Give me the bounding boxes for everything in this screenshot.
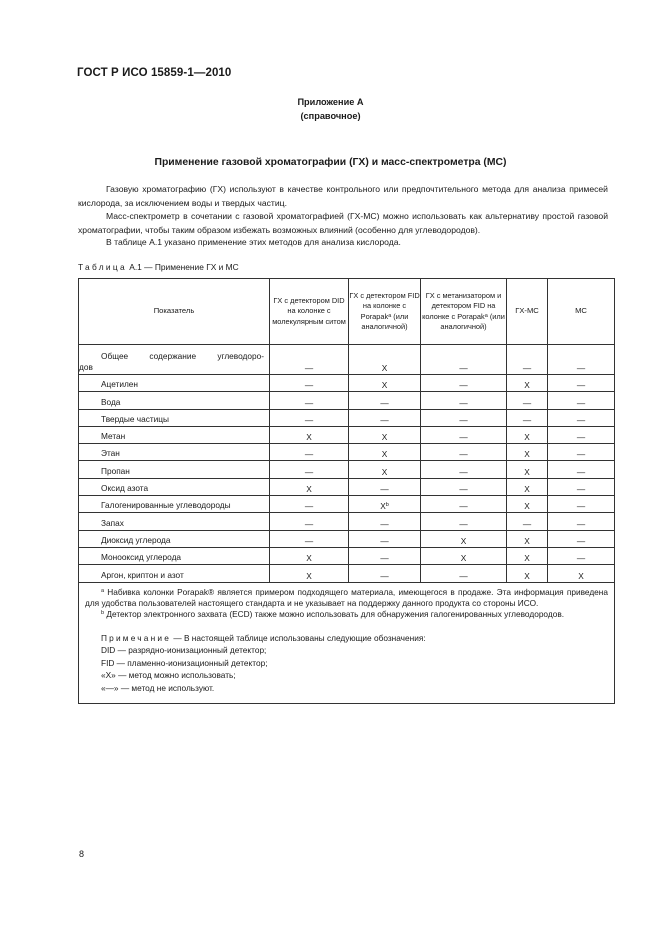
document-header: ГОСТ Р ИСО 15859-1—2010 [77, 67, 232, 79]
cell-gcms: X [507, 461, 548, 478]
header-gcms: ГХ-МС [507, 279, 548, 345]
cell-did: X [270, 547, 349, 564]
cell-meth: — [421, 496, 507, 513]
cell-gcms: X [507, 375, 548, 392]
paragraph-3: В таблице А.1 указано применение этих методов для анализа кислорода. [106, 237, 401, 247]
cell-meth: — [421, 444, 507, 461]
row-name: Аргон, криптон и азот [79, 565, 270, 582]
cell-meth: — [421, 392, 507, 409]
cell-fid: — [349, 478, 421, 495]
header-param: Показатель [79, 279, 270, 345]
row-name: Общее содержание углеводоро- дов [79, 345, 270, 375]
cell-fid: — [349, 565, 421, 582]
cell-fid: X [349, 345, 421, 375]
cell-did: — [270, 409, 349, 426]
table-caption [78, 262, 239, 272]
table-caption-text: А.1 — Применение ГХ и МС [129, 262, 239, 272]
cell-did: X [270, 478, 349, 495]
table-row [79, 565, 615, 582]
cell-did: — [270, 513, 349, 530]
page-number: 8 [79, 849, 85, 859]
cell-did: — [270, 392, 349, 409]
cell-meth: X [421, 530, 507, 547]
cell-gcms: — [507, 345, 548, 375]
table-row [79, 426, 615, 443]
cell-did: X [270, 565, 349, 582]
table-row [79, 345, 615, 375]
cell-meth: — [421, 478, 507, 495]
cell-fid: — [349, 513, 421, 530]
annex-note: (справочное) [300, 111, 361, 121]
row-name: Пропан [79, 461, 270, 478]
table-row [79, 496, 615, 513]
table-row [79, 513, 615, 530]
row-name: Ацетилен [79, 375, 270, 392]
table-note [85, 632, 608, 695]
cell-gcms: — [507, 392, 548, 409]
paragraph-2: Масс-спектрометр в сочетании с газовой хроматографией (ГХ-МС) можно использовать как альтернативу простой газовой хроматографии, чтобы таким образом избежать возможных влияний (особенно для углеводородов). [78, 211, 608, 235]
row-name: Метан [79, 426, 270, 443]
table-row [79, 392, 615, 409]
table-row [79, 375, 615, 392]
note-line: DID — разрядно-ионизационный детектор; [101, 645, 267, 656]
cell-gcms: X [507, 426, 548, 443]
cell-gcms: — [507, 513, 548, 530]
cell-fid: — [349, 547, 421, 564]
header-ms: МС [548, 279, 615, 345]
cell-meth: — [421, 565, 507, 582]
table-footer-row [79, 582, 615, 703]
cell-gcms: X [507, 478, 548, 495]
cell-ms: — [548, 426, 615, 443]
row-name: Галогенированные углеводороды [79, 496, 270, 513]
section-title: Применение газовой хроматографии (ГХ) и масс-спектрометра (МС) [154, 157, 507, 168]
cell-gcms: X [507, 565, 548, 582]
row-name: Оксид азота [79, 478, 270, 495]
cell-did: — [270, 461, 349, 478]
cell-meth: — [421, 409, 507, 426]
footnote-a: $^а$ Набивка колонки Porapak® является примером подходящего материала, имеющегося в продаже. Эта информация приведена для удобства пользователей настоящего стандарта и не указывает на поддержку данного продукта со стороны ИСО. [85, 586, 608, 608]
cell-fid: — [349, 530, 421, 547]
header-methanizer-fid: ГХ с метанизатором и детектором FID на колонке с Porapak$^а$ (или аналогичной) [421, 279, 507, 345]
cell-did: — [270, 496, 349, 513]
cell-did: — [270, 444, 349, 461]
cell-meth: — [421, 345, 507, 375]
cell-did: X [270, 426, 349, 443]
cell-meth: X [421, 547, 507, 564]
cell-ms: — [548, 478, 615, 495]
note-line: «X» — метод можно использовать; [101, 670, 236, 681]
cell-ms: — [548, 461, 615, 478]
table-row [79, 461, 615, 478]
table-row [79, 530, 615, 547]
cell-ms: — [548, 530, 615, 547]
row-name: Диоксид углерода [79, 530, 270, 547]
cell-fid: X [349, 426, 421, 443]
cell-fid: X [349, 375, 421, 392]
cell-ms: X [548, 565, 615, 582]
cell-gcms: X [507, 444, 548, 461]
paragraph-1: Газовую хроматографию (ГХ) используют в качестве контрольного или предпочтительного метода для анализа примесей кислорода, за исключением воды и твердых частиц. [78, 184, 608, 208]
header-did: ГХ с детектором DID на колонке с молекулярным ситом [270, 279, 349, 345]
cell-fid: X [349, 461, 421, 478]
row-name: Вода [79, 392, 270, 409]
table-row [79, 409, 615, 426]
methods-table [78, 278, 615, 704]
row-name: Этан [79, 444, 270, 461]
note-intro: Примечание — В настоящей таблице использованы следующие обозначения: [101, 632, 426, 643]
cell-ms: — [548, 496, 615, 513]
cell-ms: — [548, 392, 615, 409]
cell-did: — [270, 530, 349, 547]
row-name: Запах [79, 513, 270, 530]
row-name: Монооксид углерода [79, 547, 270, 564]
cell-ms: — [548, 409, 615, 426]
annex-heading [0, 95, 661, 123]
cell-fid: — [349, 409, 421, 426]
cell-meth: — [421, 375, 507, 392]
table-row [79, 478, 615, 495]
cell-gcms: X [507, 496, 548, 513]
cell-ms: — [548, 375, 615, 392]
cell-meth: — [421, 426, 507, 443]
table-row [79, 547, 615, 564]
table-header-row [79, 279, 615, 345]
cell-fid: $X^b$ [349, 496, 421, 513]
cell-ms: — [548, 513, 615, 530]
cell-meth: — [421, 461, 507, 478]
table-row [79, 444, 615, 461]
table-footer [79, 582, 615, 703]
cell-meth: — [421, 513, 507, 530]
note-line: FID — пламенно-ионизационный детектор; [101, 657, 268, 668]
cell-gcms: — [507, 409, 548, 426]
annex-title: Приложение А [297, 97, 364, 107]
row-name: Твердые частицы [79, 409, 270, 426]
cell-gcms: X [507, 530, 548, 547]
footnote-b: $^b$ Детектор электронного захвата (ECD) также можно использовать для обнаружения галогенированных углеводородов. [101, 608, 565, 619]
note-line: «—» — метод не используют. [101, 682, 215, 693]
cell-gcms: X [507, 547, 548, 564]
cell-ms: — [548, 444, 615, 461]
cell-ms: — [548, 345, 615, 375]
cell-did: — [270, 375, 349, 392]
cell-fid: X [349, 444, 421, 461]
cell-ms: — [548, 547, 615, 564]
header-fid-porapak: ГХ с детектором FID на колонке с Porapak$^а$ (или аналогичной) [349, 279, 421, 345]
cell-fid: — [349, 392, 421, 409]
table-caption-label: Таблица [78, 262, 127, 272]
cell-did: — [270, 345, 349, 375]
